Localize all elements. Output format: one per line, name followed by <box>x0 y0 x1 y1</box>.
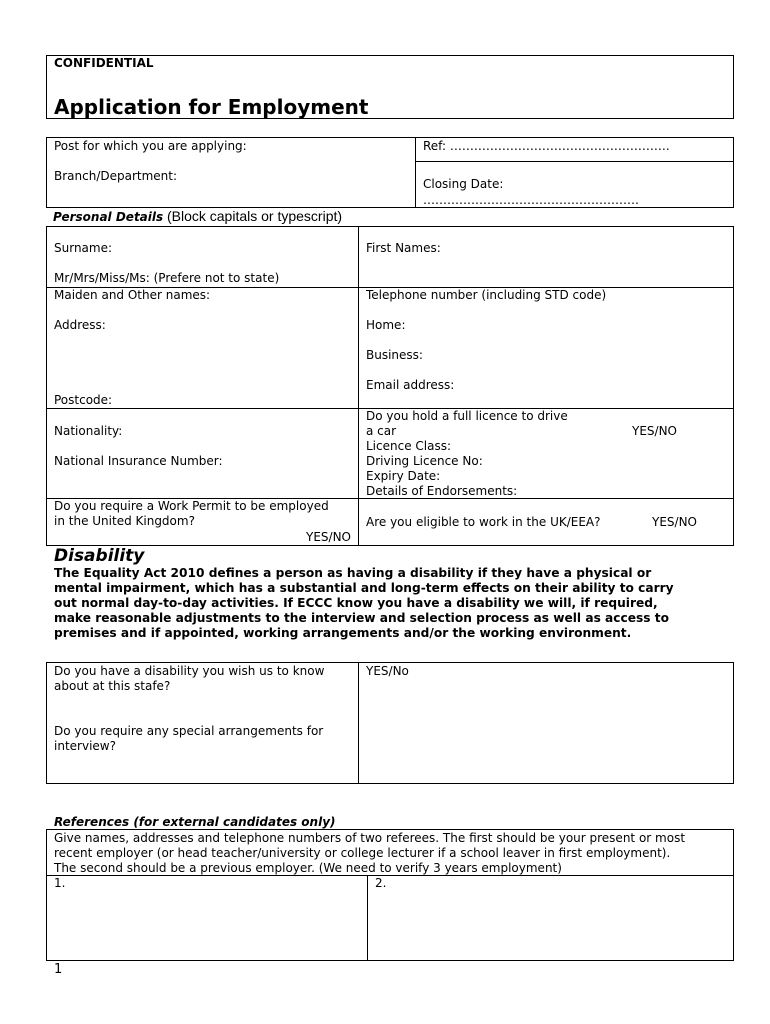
closing-date-dots: ……………………………………………… <box>423 193 639 207</box>
licence-yesno: YES/NO <box>632 424 677 438</box>
disability-question: Do you have a disability you wish us to know about at this stafe? <box>54 664 325 693</box>
confidential-label: CONFIDENTIAL <box>54 56 154 70</box>
references-instructions: Give names, addresses and telephone numbers of two referees. The first should be your present or most recent employer (or head teacher/university or college lecturer if a school leaver in first employment). The second should be a previous employer. (We need to verify 3 years employment) <box>54 831 686 875</box>
personal-divider-lower <box>358 498 359 546</box>
maiden-names-label: Maiden and Other names: <box>54 288 211 302</box>
expiry-date-label: Expiry Date: <box>366 469 441 483</box>
eligible-question: Are you eligible to work in the UK/EEA? <box>366 515 601 529</box>
surname-label: Surname: <box>54 241 113 255</box>
disability-heading: Disability <box>54 546 145 566</box>
ni-number-label: National Insurance Number: <box>54 454 223 468</box>
licence-question: Do you hold a full licence to drive a car <box>366 409 568 438</box>
telephone-label: Telephone number (including STD code) <box>366 288 607 302</box>
references-divider <box>367 875 368 961</box>
title-label: Mr/Mrs/Miss/Ms: (Prefere not to state) <box>54 271 280 285</box>
special-arrangements-question: Do you require any special arrangements for interview? <box>54 724 324 753</box>
disability-answer: YES/No <box>366 664 409 678</box>
personal-divider-upper <box>358 226 359 498</box>
work-permit-question: Do you require a Work Permit to be employed in the United Kingdom? <box>54 499 329 528</box>
work-permit-yesno: YES/NO <box>306 530 351 544</box>
page-title: Application for Employment <box>54 95 369 119</box>
personal-details-heading <box>53 209 342 225</box>
email-label: Email address: <box>366 378 455 392</box>
licence-class-label: Licence Class: <box>366 439 452 453</box>
disability-paragraph: The Equality Act 2010 defines a person as having a disability if they have a physical or mental impairment, which has a substantial and long-term effects on their ability to carry out normal day-to-day activities. If ECCC know you have a disability we will, if required, make reasonable adjustments to the interview and selection process as well as access to premises and if appointed, working arrangements and/or the working environment. <box>54 566 674 640</box>
address-label: Address: <box>54 318 106 332</box>
ref-divider <box>415 161 734 162</box>
business-phone-label: Business: <box>366 348 423 362</box>
first-names-label: First Names: <box>366 241 441 255</box>
references-heading: References (for external candidates only) <box>54 815 336 829</box>
post-label: Post for which you are applying: <box>54 139 247 153</box>
driving-licence-no-label: Driving Licence No: <box>366 454 483 468</box>
eligible-yesno: YES/NO <box>652 515 697 529</box>
disability-divider <box>358 662 359 784</box>
post-divider <box>415 137 416 208</box>
endorsements-label: Details of Endorsements: <box>366 484 518 498</box>
branch-label: Branch/Department: <box>54 169 178 183</box>
referee-1-label: 1. <box>54 876 66 890</box>
personal-details-title: Personal Details <box>53 210 164 224</box>
closing-date-label: Closing Date: <box>423 177 504 191</box>
personal-details-note: (Block capitals or typescript) <box>166 208 343 224</box>
nationality-label: Nationality: <box>54 424 123 438</box>
referee-2-label: 2. <box>375 876 387 890</box>
home-phone-label: Home: <box>366 318 406 332</box>
ref-label: Ref: ………………………………………………. <box>423 139 670 153</box>
postcode-label: Postcode: <box>54 393 113 407</box>
page-number: 1 <box>54 962 63 977</box>
